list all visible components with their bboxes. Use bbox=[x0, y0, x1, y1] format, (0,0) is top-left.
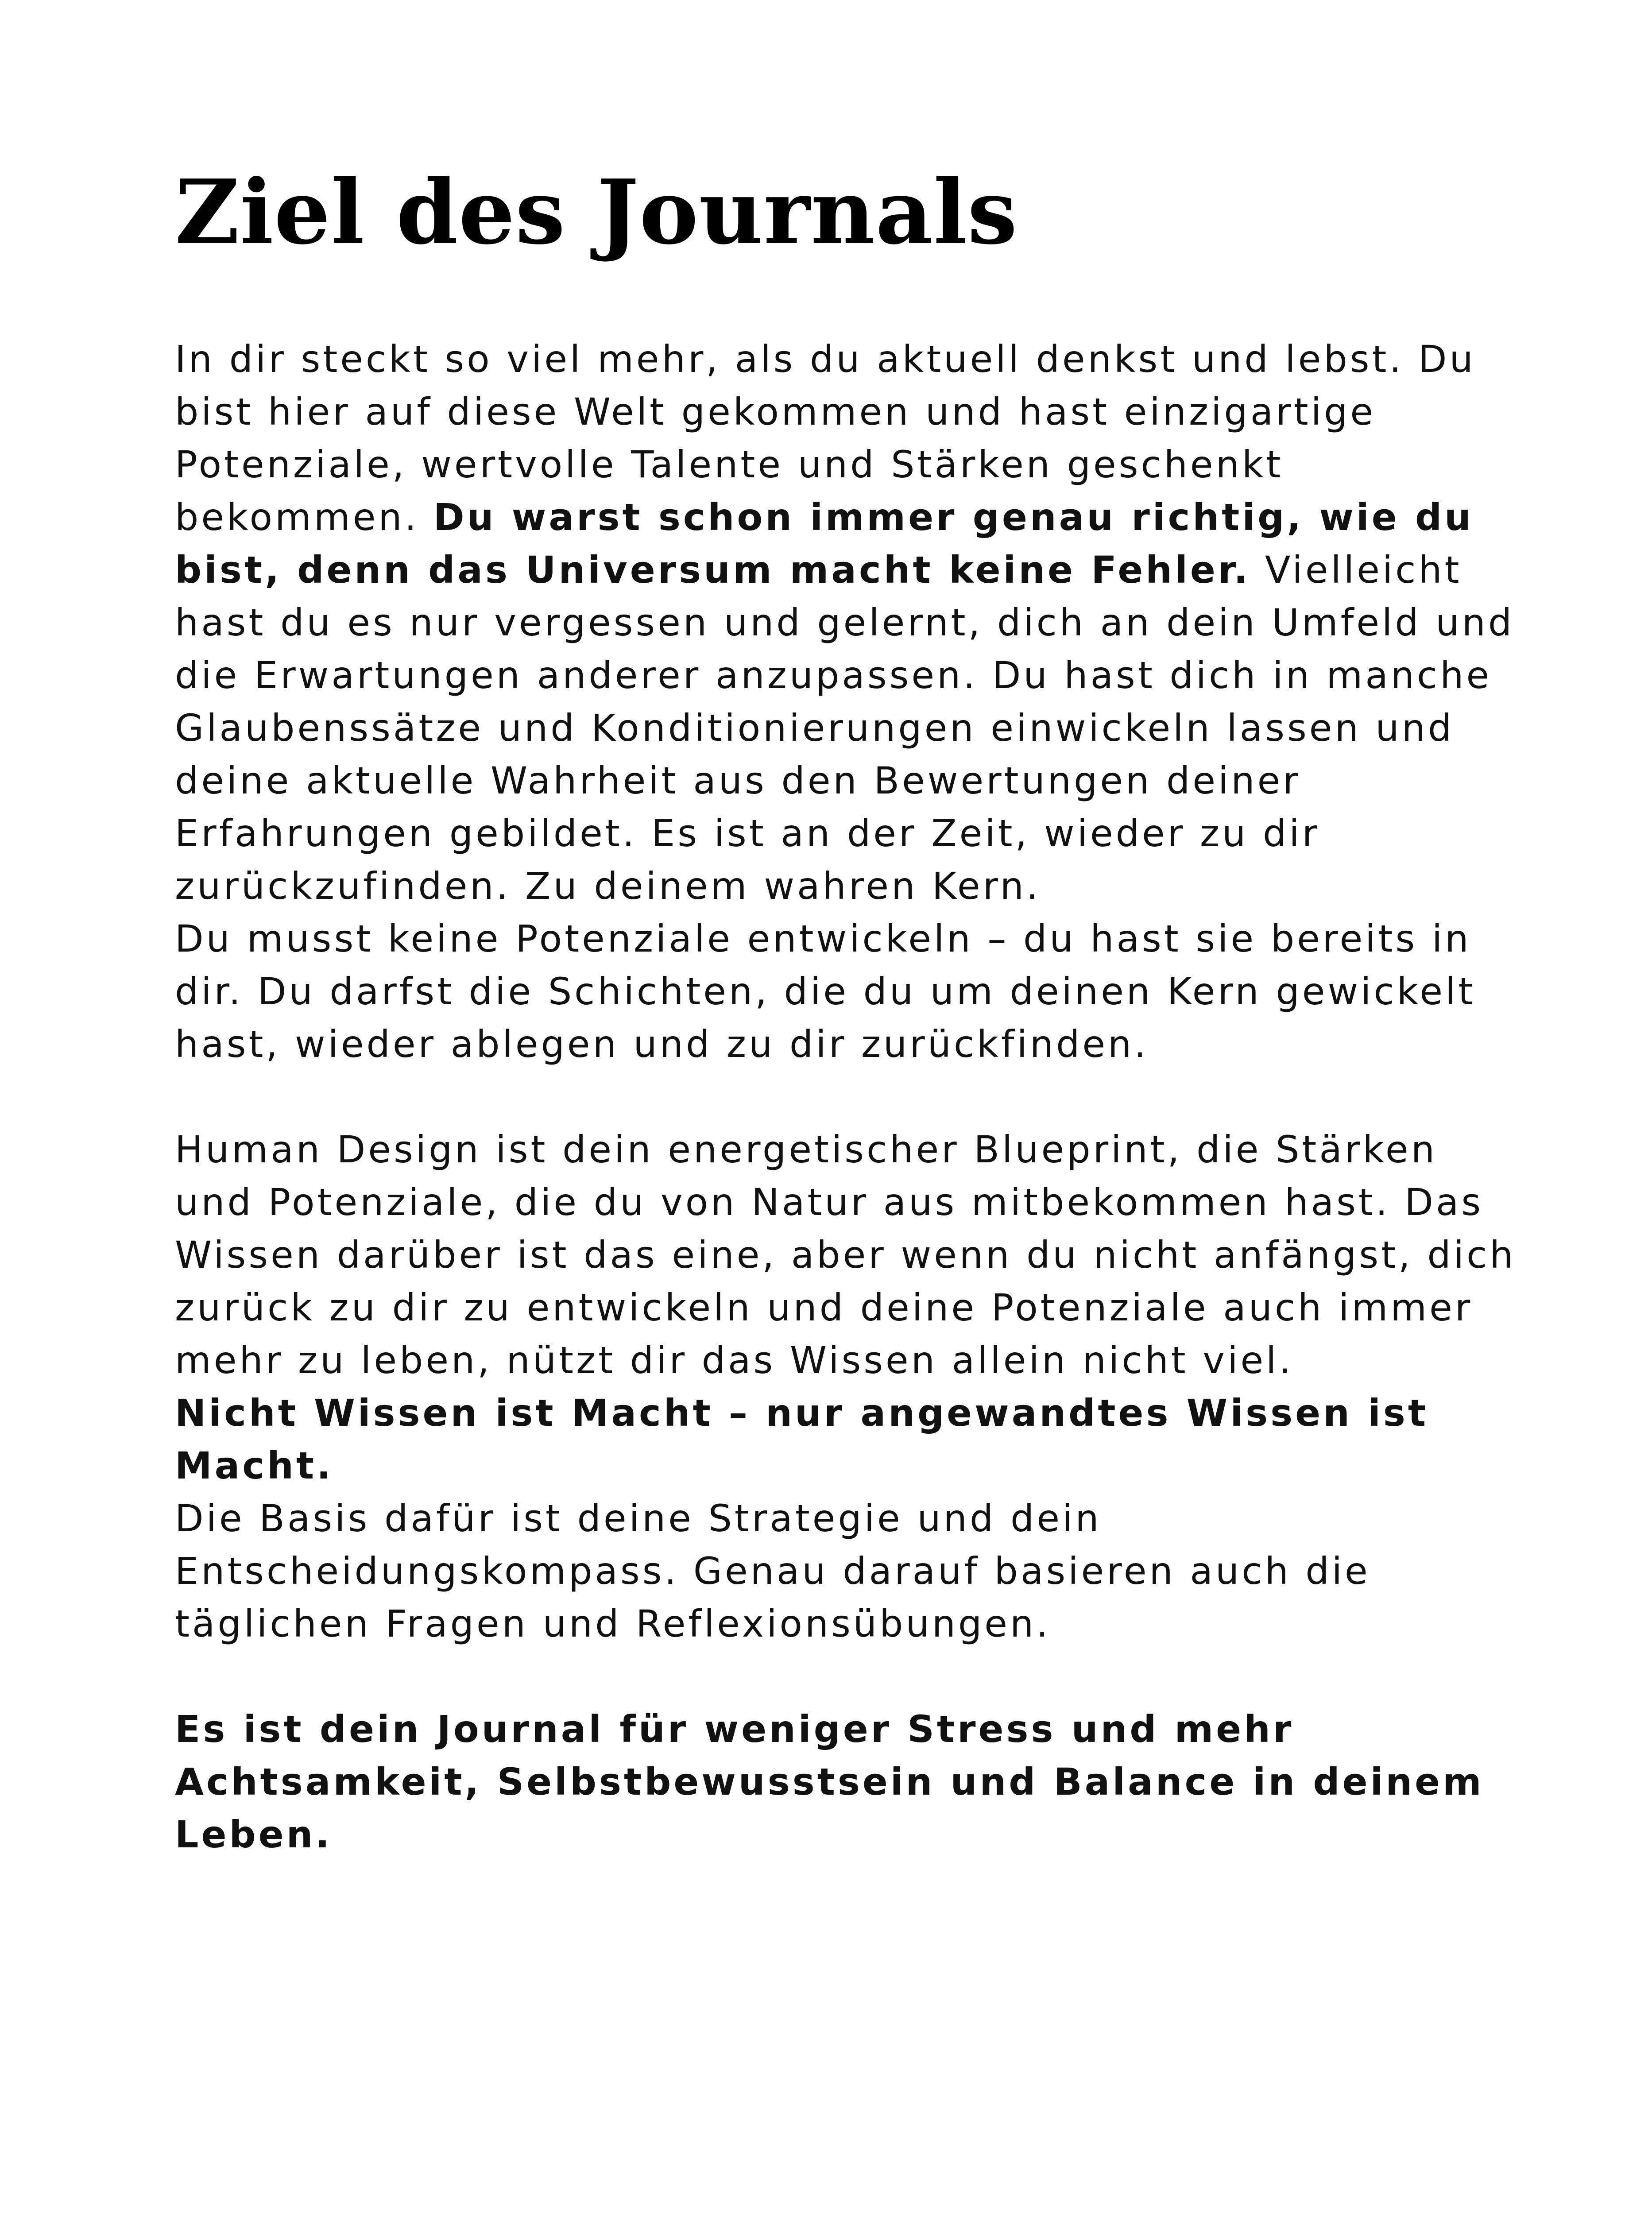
paragraph-spacer bbox=[175, 1650, 1525, 1703]
paragraph-intro-text-a: In dir steckt so viel mehr, als du aktuell denkst und lebst. Du bist hier auf diese Welt gekommen und hast einzigartige Potenziale, wertvolle Talente und Stärken geschenkt bekommen. bbox=[175, 337, 1476, 539]
page-title: Ziel des Journals bbox=[175, 160, 1018, 264]
paragraph-basis: Die Basis dafür ist deine Strategie und dein Entscheidungskompass. Genau darauf basieren auch die täglichen Fragen und Reflexionsübungen. bbox=[175, 1497, 1370, 1645]
paragraph-intro bbox=[175, 333, 1525, 913]
paragraph-knowledge-motto: Nicht Wissen ist Macht – nur angewandtes Wissen ist Macht. bbox=[175, 1391, 1429, 1487]
paragraph-closing: Es ist dein Journal für weniger Stress und mehr Achtsamkeit, Selbstbewusstsein und Balance in deinem Leben. bbox=[175, 1707, 1484, 1856]
paragraph-potentials: Du musst keine Potenziale entwickeln – du hast sie bereits in dir. Du darfst die Schichten, die du um deinen Kern gewickelt hast, wieder ablegen und zu dir zurückfinden. bbox=[175, 917, 1476, 1066]
paragraph-human-design: Human Design ist dein energetischer Blueprint, die Stärken und Potenziale, die du von Natur aus mitbekommen hast. Das Wissen darüber ist das eine, aber wenn du nicht anfängst, dich zurück zu dir zu entwickeln und deine Potenziale auch immer mehr zu leben, nützt dir das Wissen allein nicht viel. bbox=[175, 1128, 1516, 1382]
body-text bbox=[175, 333, 1525, 1861]
paragraph-spacer bbox=[175, 1071, 1525, 1123]
paragraph-intro-text-b: Vielleicht hast du es nur vergessen und gelernt, dich an dein Umfeld und die Erwartungen anderer anzupassen. Du hast dich in manche Glaubenssätze und Konditionierungen einwickeln lassen und deine aktuelle Wahrheit aus den Bewertungen deiner Erfahrungen gebildet. Es ist an der Zeit, wieder zu dir zurückzufinden. Zu deinem wahren Kern. bbox=[175, 548, 1515, 908]
paragraph-intro-emphasis: Du warst schon immer genau richtig, wie du bist, denn das Universum macht keine Fehler. bbox=[175, 495, 1474, 592]
